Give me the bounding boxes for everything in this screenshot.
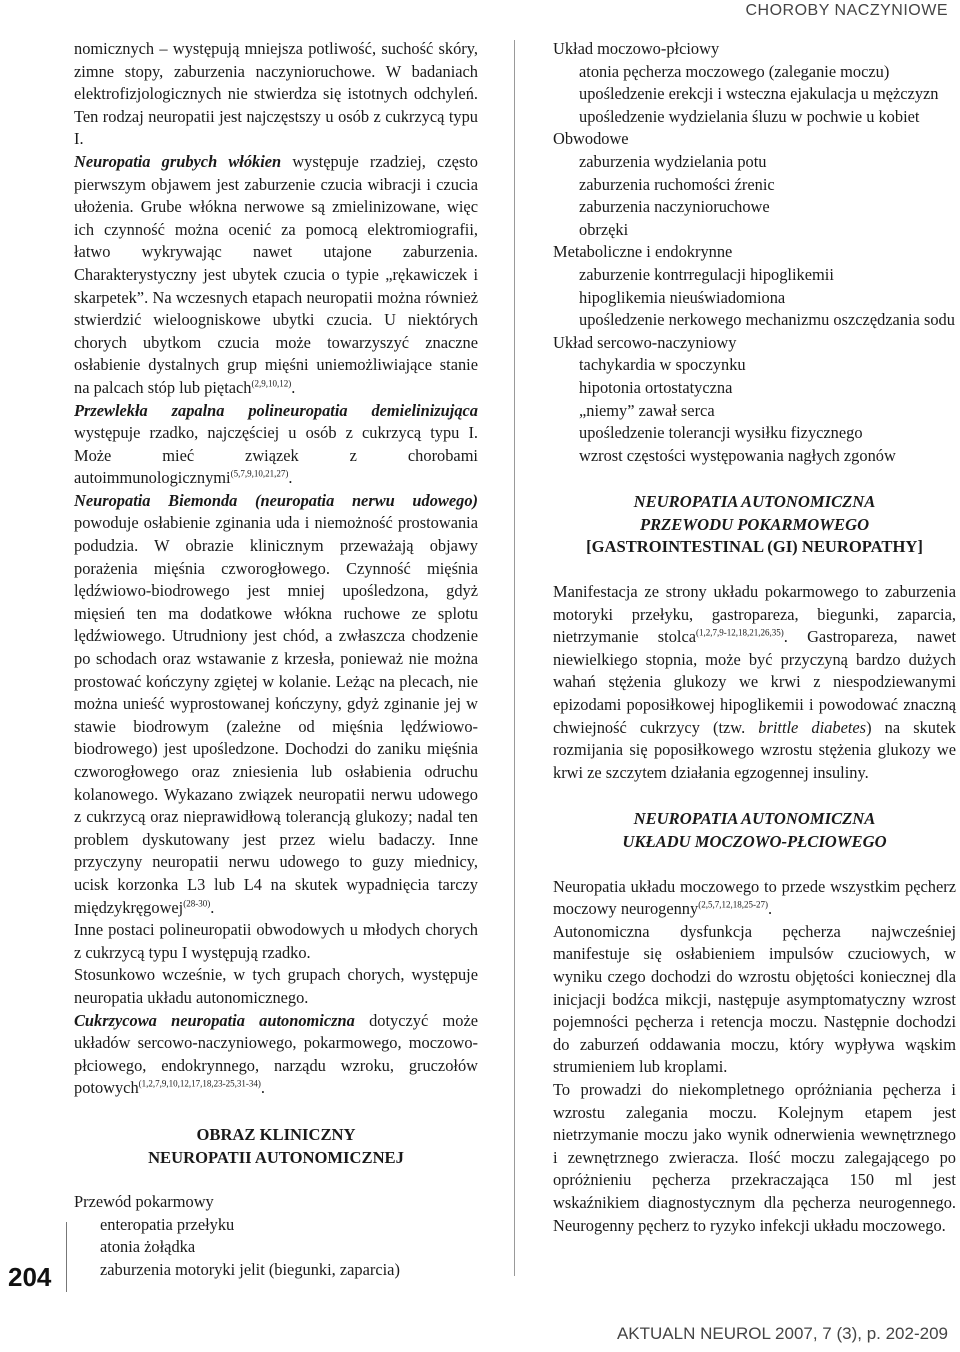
column-divider xyxy=(514,40,515,1276)
list-item: upośledzenie nerkowego mechanizmu oszczędzania sodu xyxy=(579,310,955,330)
paragraph: Przewlekła zapalna polineuropatia demielinizująca występuje rzadko, najczęściej u osób z cukrzycą typu I. Może mieć związek z chorobami autoimmunologicznymi$^{(5,7,9,10,21,27)}$. xyxy=(74,400,478,488)
list-item: zaburzenia naczynioruchowe xyxy=(579,197,770,217)
paragraph-text: występuje rzadko, najczęściej u osób z cukrzycą typu I. Może mieć związek z chorobami autoimmunologicznymi xyxy=(74,423,478,488)
section-heading xyxy=(553,491,956,559)
list-item: hipoglikemia nieuświadomiona xyxy=(579,287,786,307)
paragraph-text: występuje rzadziej, często pierwszym objawem jest zaburzenie czucia wibracji i czucia ułożenia. Grube włókna nerwowe są zmielinizowane, więc ich czynność można ocenić za pomocą elektromiografii, łatwo wykrywając nawet utajone zaburzenia. Charakterystyczny jest ubytek czucia o typie „rękawiczek i skarpetek”. Na wczesnych etapach neuropatii można również stwierdzić wieloogniskowe ubytki czucia. U niektórych chorych ubytkom czucia może towarzyszyć znaczne osłabienie dystalnych grup mięśni uniemożliwiające stanie na palcach stóp lub piętach xyxy=(74,151,478,397)
paragraph-text: Neuropatia układu moczowego to przede wszystkim pęcherz moczowy neurogenny xyxy=(553,876,956,919)
paragraph: Autonomiczna dysfunkcja pęcherza najwcześniej manifestuje się osłabieniem impulsów czuciowych, w wyniku czego dochodzi do wzrostu objętości koniecznej dla inicjacji bodźca mikcji, następuje asymptomatyczny wzrost pojemności pęcherza i retencja moczu. Następnie dochodzi do zaburzeń oddawania moczu, który wypływa wąskim strumieniem lub kroplami. xyxy=(553,921,956,1077)
term-title: Cukrzycowa neuropatia autonomiczna xyxy=(74,1010,355,1030)
paragraph: Neuropatia Biemonda (neuropatia nerwu udowego) powoduje osłabienie zginania uda i niemożność prostowania podudzia. W obrazie klinicznym przeważają objawy porażenia mięśnia czworogłowego. Czynność mięśnia lędźwiowo-biodrowego jest mniej upośledzona, gdyż mięsień ten ma dodatkowe włókna ruchowe ze splotu lędźwiowego. Utrudniony jest chód, a zwłaszcza chodzenie po schodach oraz wstawanie z krzesła, ponieważ nie można prostować kończyny zgiętej w kolanie. Leżąc na plecach, nie można unieść wyprostowanej kończyny, gdyż zginanie jej w stawie biodrowym (zależne od mięśnia lędźwiowo-biodrowego) jest upośledzone. Dochodzi do zaniku mięśnia czworogłowego oraz zniesienia lub osłabienia odruchu kolanowego. Wykazano związek neuropatii nerwu udowego z cukrzycą oraz nieprawidłową tolerancją glukozy; nadal ten problem dyskutowany jest przez wielu badaczy. Inne przyczyny neuropatii nerwu udowego to guzy miednicy, ucisk korzonka L3 lub L4 na skutek wypadnięcia tarczy międzykręgowej$^{(28-30)}$. xyxy=(74,490,478,917)
section-heading xyxy=(553,808,956,853)
paragraph: Neuropatia grubych włókien występuje rzadziej, często pierwszym objawem jest zaburzenie czucia wibracji i czucia ułożenia. Grube włókna nerwowe są zmielinizowane, więc ich czynność można ocenić za pomocą elektromiografii, łatwo wykrywając nawet utajone zaburzenia. Charakterystyczny jest ubytek czucia o typie „rękawiczek i skarpetek”. Na wczesnych etapach neuropatii można również stwierdzić wieloogniskowe ubytki czucia. U niektórych chorych ubytkom czucia może towarzyszyć znaczne osłabienie dystalnych grup mięśni uniemożliwiające stanie na palcach stóp lub piętach$^{(2,9,10,12)}$. xyxy=(74,151,478,397)
reference: (1,2,7,9,10,12,17,18,23-25,31-34) xyxy=(138,1078,261,1089)
heading-line: OBRAZ KLINICZNY xyxy=(196,1124,356,1144)
list-category: Przewód pokarmowy xyxy=(74,1192,214,1212)
list-category: Metaboliczne i endokrynne xyxy=(553,242,733,262)
heading-line: NEUROPATIA AUTONOMICZNA xyxy=(633,809,876,829)
list-item: atonia pęcherza moczowego (zaleganie moczu) xyxy=(579,61,890,81)
paragraph-text: ) na skutek rozmijania się poposiłkowego wzrostu stężenia glukozy we krwi ze szczytem działania egzogennej insuliny. xyxy=(553,717,956,782)
reference: (1,2,7,9-12,18,21,26,35) xyxy=(696,627,784,638)
paragraph: Inne postaci polineuropatii obwodowych u młodych chorych z cukrzycą typu I występują rzadko. xyxy=(74,920,478,962)
list-item: enteropatia przełyku xyxy=(100,1214,235,1234)
term-title: Neuropatia Biemonda (neuropatia nerwu udowego) xyxy=(74,490,478,510)
term-title: Przewlekła zapalna polineuropatia demielinizująca xyxy=(74,400,478,420)
paragraph: Neuropatia układu moczowego to przede wszystkim pęcherz moczowy neurogenny$^{(2,5,7,12,18,25-27)}$. xyxy=(553,876,956,919)
page-number-rule xyxy=(66,1222,67,1292)
reference: (28-30) xyxy=(183,898,211,909)
journal-citation: AKTUALN NEUROL 2007, 7 (3), p. 202-209 xyxy=(616,1324,948,1343)
reference: (5,7,9,10,21,27) xyxy=(230,468,289,479)
paragraph-text: powoduje osłabienie zginania uda i niemożność prostowania podudzia. W obrazie klinicznym przeważają objawy porażenia mięśnia czworogłowego. Czynność mięśnia lędźwiowo-biodrowego jest mniej upośledzona, gdyż mięsień ten ma dodatkowe włókna ruchowe ze splotu lędźwiowego. Utrudniony jest chód, a zwłaszcza chodzenie po schodach oraz wstawanie z krzesła, ponieważ nie można prostować kończyny zgiętej w kolanie. Leżąc na plecach, nie można unieść wyprostowanej kończyny, gdyż zginanie jej w stawie biodrowym (zależne od mięśnia lędźwiowo-biodrowego) jest upośledzone. Dochodzi do zaniku mięśnia czworogłowego oraz zniesienia lub osłabienia odruchu kolanowego. Wykazano związek neuropatii nerwu udowego z cukrzycą oraz nieprawidłową tolerancją glukozy; nadal ten problem dyskutowany jest przez wielu badaczy. Inne przyczyny neuropatii nerwu udowego to guzy miednicy, ucisk korzonka L3 lub L4 na skutek wypadnięcia tarczy międzykręgowej xyxy=(74,513,478,917)
list-item: zaburzenia ruchomości źrenic xyxy=(579,174,775,194)
heading-line: UKŁADU MOCZOWO-PŁCIOWEGO xyxy=(622,832,887,851)
list-item: zaburzenia wydzielania potu xyxy=(579,151,767,171)
heading-line: PRZEWODU POKARMOWEGO xyxy=(639,514,870,534)
paragraph: To prowadzi do niekompletnego opróżniania pęcherza i wzrostu zalegania moczu. Kolejnym etapem jest nietrzymanie moczu jako wynik odnerwienia wewnętrznego i zewnętrznego zwieracza. Ilość moczu zalegającego po opróżnieniu pęcherza przekraczająca 150 ml jest wskaźnikiem diagnostycznym dla pęcherza neurogennego. Neurogenny pęcherz to ryzyko infekcji układu moczowego. xyxy=(553,1079,956,1235)
italic-term: brittle diabetes xyxy=(758,717,867,737)
heading-line: NEUROPATII AUTONOMICZNEJ xyxy=(148,1147,404,1167)
list-item: atonia żołądka xyxy=(100,1237,196,1257)
list-item: upośledzenie tolerancji wysiłku fizycznego xyxy=(579,423,863,443)
list-item: upośledzenie erekcji i wsteczna ejakulacja u mężczyzn xyxy=(579,84,939,104)
reference: (2,9,10,12) xyxy=(251,378,292,389)
right-column xyxy=(553,38,956,1237)
symptom-list xyxy=(74,1191,478,1281)
list-item: upośledzenie wydzielania śluzu w pochwie u kobiet xyxy=(579,106,920,126)
paragraph: Cukrzycowa neuropatia autonomiczna dotyczyć może układów sercowo-naczyniowego, pokarmowego, moczowo-płciowego, endokrynnego, narządu wzroku, gruczołów potowych$^{(1,2,7,9,10,12,17,18,23-25,31-34)}$. xyxy=(74,1010,478,1098)
paragraph xyxy=(553,581,956,784)
running-header: CHOROBY NACZYNIOWE xyxy=(745,2,948,19)
list-item: hipotonia ortostatyczna xyxy=(579,377,733,397)
list-item: „niemy” zawał serca xyxy=(579,400,715,420)
heading-line: [GASTROINTESTINAL (GI) NEUROPATHY] xyxy=(586,537,923,557)
paragraph-text: dotyczyć może układów sercowo-naczyniowego, pokarmowego, moczowo-płciowego, endokrynnego, narządu wzroku, gruczołów potowych xyxy=(74,1010,478,1098)
reference: (2,5,7,12,18,25-27) xyxy=(698,899,768,910)
paragraph-text: . Gastropareza, nawet niewielkiego stopnia, może być przyczyną bardzo dużych wahań stężenia glukozy we krwi z niespodziewanymi epizodami poposiłkowej hipoglikemii i powodować znaczną chwiejność cukrzycy (tzw. xyxy=(553,627,956,737)
list-item: obrzęki xyxy=(579,219,629,239)
list-category: Układ sercowo-naczyniowy xyxy=(553,332,737,352)
list-item: wzrost częstości występowania nagłych zgonów xyxy=(579,445,896,465)
section-heading xyxy=(74,1124,478,1169)
heading-line: NEUROPATIA AUTONOMICZNA xyxy=(633,492,876,512)
left-column xyxy=(74,38,478,1281)
term-title: Neuropatia grubych włókien xyxy=(74,151,282,171)
symptom-list xyxy=(553,38,956,467)
list-category: Obwodowe xyxy=(553,129,629,149)
paragraph-text: Manifestacja ze strony układu pokarmowego to zaburzenia motoryki przełyku, gastropareza, biegunki, zaparcia, nietrzymanie stolca xyxy=(553,582,956,647)
paragraph: Stosunkowo wcześnie, w tych grupach chorych, występuje neuropatia układu autonomicznego. xyxy=(74,965,478,1007)
list-item: zaburzenia motoryki jelit (biegunki, zaparcia) xyxy=(100,1259,400,1279)
list-item: zaburzenie kontrregulacji hipoglikemii xyxy=(579,264,834,284)
list-category: Układ moczowo-płciowy xyxy=(553,39,720,58)
paragraph: nomicznych – występują mniejsza potliwość, suchość skóry, zimne stopy, zaburzenia naczynioruchowe. W badaniach elektrofizjologicznych nie stwierdza się istotnych odchyleń. Ten rodzaj neuropatii jest najczęstszy u osób z cukrzycą typu I. xyxy=(74,39,478,149)
list-item: tachykardia w spoczynku xyxy=(579,355,746,375)
page-number: 204 xyxy=(8,1262,52,1292)
